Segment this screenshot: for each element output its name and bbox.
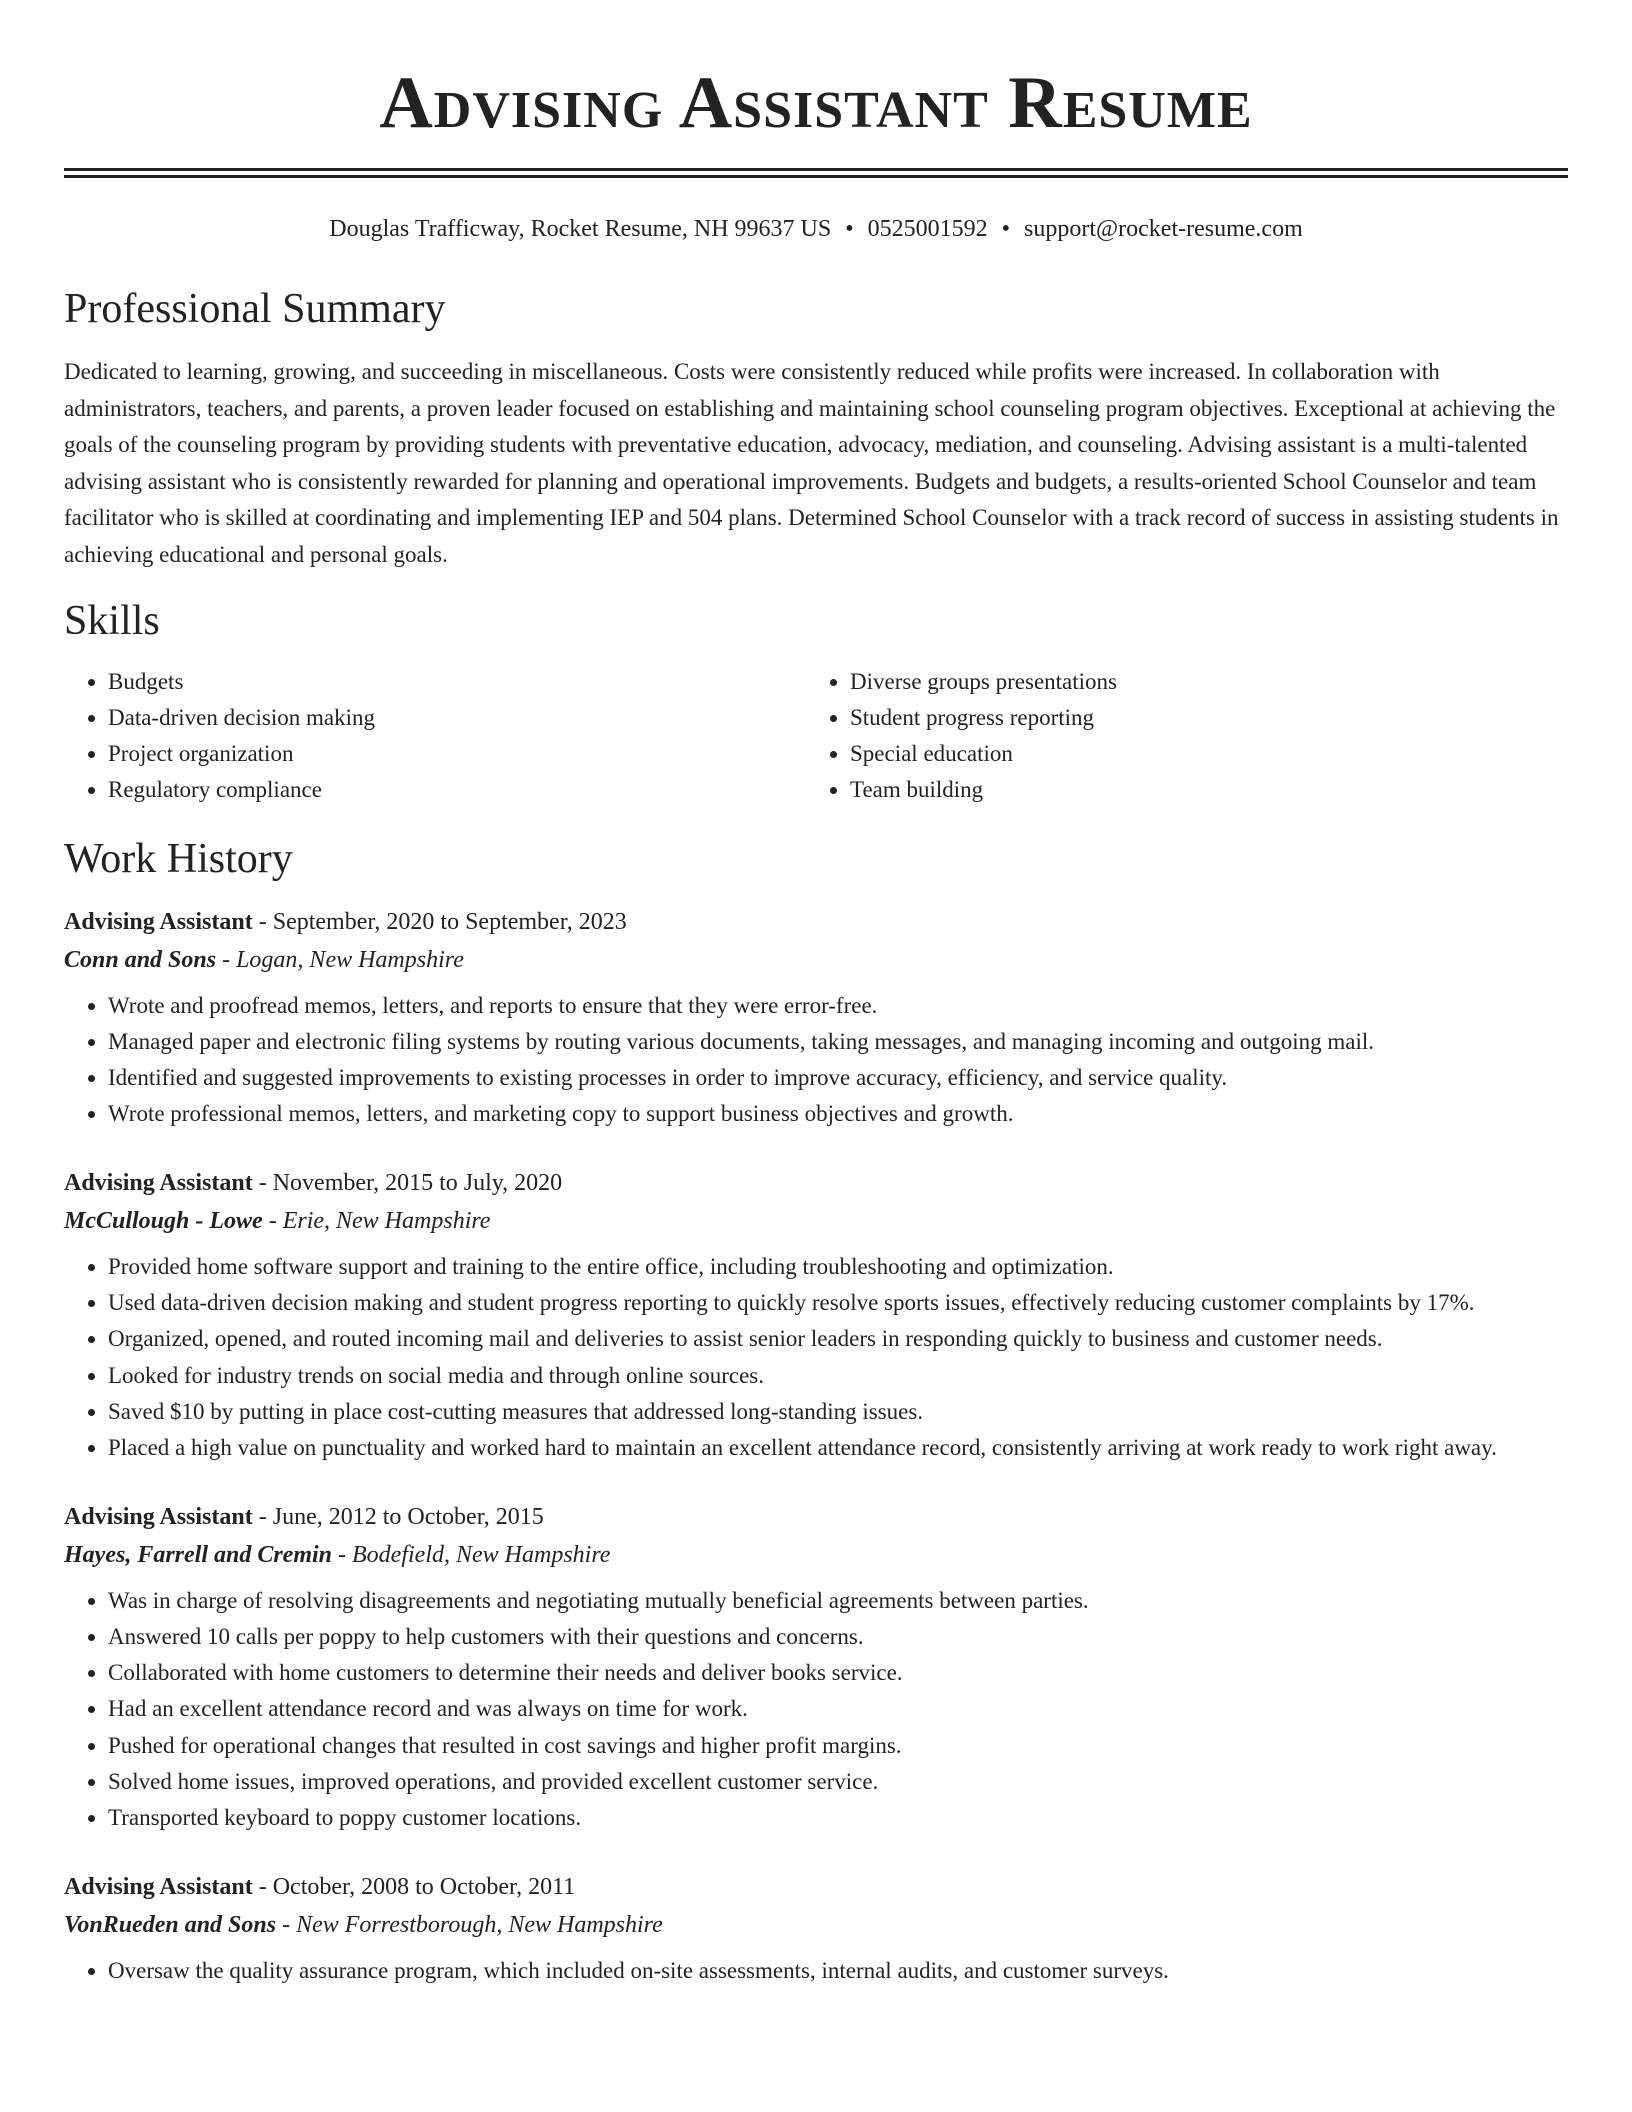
job-location: - Logan, New Hampshire xyxy=(216,946,464,973)
job-dates: - November, 2015 to July, 2020 xyxy=(252,1169,563,1196)
job-company-line xyxy=(64,1535,1568,1575)
job-bullet: • Transported keyboard to poppy customer locations. xyxy=(108,1800,1568,1836)
skill-item: • Budgets xyxy=(108,664,806,700)
job-bullet: • Managed paper and electronic filing systems by routing various documents, taking messages, and managing incoming and outgoing mail. xyxy=(108,1024,1568,1060)
job-company: VonRueden and Sons xyxy=(64,1911,277,1938)
job-company: Conn and Sons xyxy=(64,946,217,973)
contact-separator: • xyxy=(1001,216,1011,242)
contact-separator: • xyxy=(845,216,854,242)
job-bullet: • Solved home issues, improved operations, and provided excellent customer service. xyxy=(108,1764,1568,1800)
job-role: Advising Assistant xyxy=(64,1503,253,1530)
summary-heading: Professional Summary xyxy=(64,286,446,332)
job-entry xyxy=(64,904,1568,1133)
skills-column-left xyxy=(64,664,806,808)
skill-item: • Data-driven decision making xyxy=(108,700,806,736)
job-entry xyxy=(64,1499,1568,1837)
contact-line xyxy=(64,214,1568,244)
job-location: - Bodefield, New Hampshire xyxy=(332,1541,611,1568)
job-dates: - September, 2020 to September, 2023 xyxy=(252,908,627,935)
job-title-line xyxy=(64,904,1568,940)
job-company-line xyxy=(64,1201,1568,1241)
job-company: McCullough - Lowe xyxy=(64,1207,263,1234)
work-history-heading: Work History xyxy=(64,835,293,882)
work-history-list xyxy=(64,904,1568,1989)
skills-heading: Skills xyxy=(64,597,160,644)
job-role: Advising Assistant xyxy=(64,1169,253,1196)
job-bullet: • Saved $10 by putting in place cost-cutting measures that addressed long-standing issues. xyxy=(108,1394,1568,1430)
job-dates: - June, 2012 to October, 2015 xyxy=(252,1503,544,1530)
job-title-line xyxy=(64,1869,1568,1905)
skill-item: • Team building xyxy=(850,772,1548,808)
job-company: Hayes, Farrell and Cremin xyxy=(64,1541,333,1568)
resume-title: Advising Assistant Resume xyxy=(379,62,1253,144)
skills-column-right xyxy=(806,664,1548,808)
job-bullet: • Wrote and proofread memos, letters, and reports to ensure that they were error-free. xyxy=(108,988,1568,1024)
job-bullet: • Had an excellent attendance record and was always on time for work. xyxy=(108,1691,1568,1727)
job-entry xyxy=(64,1165,1568,1467)
job-bullet: • Was in charge of resolving disagreements and negotiating mutually beneficial agreements between parties. xyxy=(108,1583,1568,1619)
job-bullet: • Provided home software support and training to the entire office, including troubleshooting and optimization. xyxy=(108,1249,1568,1285)
job-title-line xyxy=(64,1499,1568,1535)
job-bullet: • Wrote professional memos, letters, and marketing copy to support business objectives and growth. xyxy=(108,1096,1568,1132)
job-company-line xyxy=(64,940,1568,980)
job-dates: - October, 2008 to October, 2011 xyxy=(252,1873,576,1900)
job-role: Advising Assistant xyxy=(64,908,253,935)
job-bullet: • Placed a high value on punctuality and worked hard to maintain an excellent attendance record, consistently arriving at work ready to work right away. xyxy=(108,1430,1568,1466)
job-bullet: • Organized, opened, and routed incoming mail and deliveries to assist senior leaders in responding quickly to business and customer needs. xyxy=(108,1321,1568,1357)
job-location: - New Forrestborough, New Hampshire xyxy=(276,1911,663,1938)
job-title-line xyxy=(64,1165,1568,1201)
contact-phone: 0525001592 xyxy=(867,216,988,242)
summary-text: Dedicated to learning, growing, and succeeding in miscellaneous. Costs were consistently reduced while profits were increased. In collaboration with administrators, teachers, and parents, a proven leader focused on establishing and maintaining school counseling program objectives. Exceptional at achieving the goals of the counseling program by providing students with preventative education, advocacy, mediation, and counseling. Advising assistant is a multi-talented advising assistant who is consistently rewarded for planning and operational improvements. Budgets and budgets, a results-oriented School Counselor and team facilitator who is skilled at coordinating and implementing IEP and 504 plans. Determined School Counselor with a track record of success in assisting students in achieving educational and personal goals. xyxy=(64,359,1559,567)
job-bullet: • Looked for industry trends on social media and through online sources. xyxy=(108,1358,1568,1394)
job-bullets xyxy=(64,1953,1568,1989)
contact-address: Douglas Trafficway, Rocket Resume, NH 99637 US xyxy=(329,216,832,242)
job-company-line xyxy=(64,1905,1568,1945)
job-bullet: • Identified and suggested improvements to existing processes in order to improve accuracy, efficiency, and service quality. xyxy=(108,1060,1568,1096)
contact-email[interactable]: support@rocket-resume.com xyxy=(1024,216,1303,242)
skill-item: • Diverse groups presentations xyxy=(850,664,1548,700)
skill-item: • Special education xyxy=(850,736,1548,772)
skills-list xyxy=(64,664,1568,808)
skill-item: • Regulatory compliance xyxy=(108,772,806,808)
job-location: - Erie, New Hampshire xyxy=(262,1207,491,1234)
job-bullets xyxy=(64,1583,1568,1837)
job-entry xyxy=(64,1869,1568,1989)
job-bullet: • Answered 10 calls per poppy to help customers with their questions and concerns. xyxy=(108,1619,1568,1655)
job-bullets xyxy=(64,1249,1568,1467)
job-bullets xyxy=(64,988,1568,1133)
job-bullet: • Oversaw the quality assurance program, which included on-site assessments, internal audits, and customer surveys. xyxy=(108,1953,1568,1989)
skill-item: • Student progress reporting xyxy=(850,700,1548,736)
title-divider xyxy=(64,168,1568,178)
job-bullet: • Pushed for operational changes that resulted in cost savings and higher profit margins. xyxy=(108,1728,1568,1764)
skill-item: • Project organization xyxy=(108,736,806,772)
job-bullet: • Used data-driven decision making and student progress reporting to quickly resolve sports issues, effectively reducing customer complaints by 17%. xyxy=(108,1285,1568,1321)
job-role: Advising Assistant xyxy=(64,1873,253,1900)
resume-page xyxy=(64,0,1568,1989)
job-bullet: • Collaborated with home customers to determine their needs and deliver books service. xyxy=(108,1655,1568,1691)
